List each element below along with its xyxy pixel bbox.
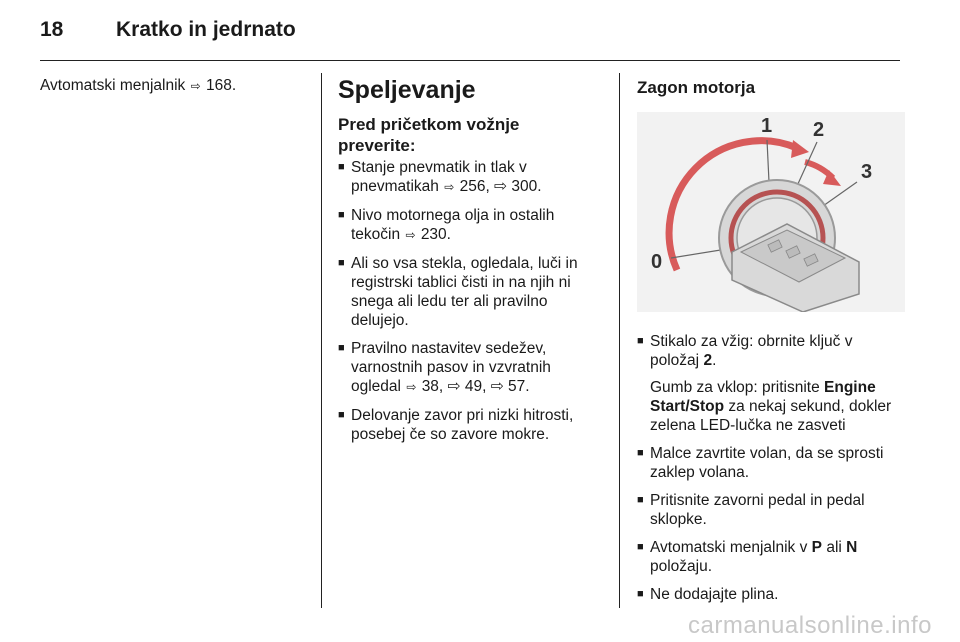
column-1 xyxy=(40,76,310,96)
list-item: ■ Ali so vsa stekla, ogledala, luči in registrski tablici čisti in na njih ni snega ali ledu ter ali pravilno delujejo. xyxy=(338,254,600,330)
page-header xyxy=(40,18,296,42)
watermark: carmanualsonline.info xyxy=(688,612,932,639)
column-2 xyxy=(338,76,600,453)
list-item: ■ Nivo motornega olja in ostalih tekočin ⇨ 230. xyxy=(338,206,600,245)
list-item: ■ Delovanje zavor pri nizki hitrosti, posebej če so zavore mokre. xyxy=(338,406,600,444)
column-divider-2 xyxy=(619,73,620,608)
keyless-start-note: Gumb za vklop: pritisnite Engine Start/Stop za nekaj sekund, dokler zelena LED-lučka ne zasveti xyxy=(650,379,892,434)
subheading-checklist: Pred pričetkom vožnje preverite: xyxy=(338,115,520,155)
section-title-engine-start: Zagon motorja xyxy=(637,78,756,97)
page-title: Kratko in jedrnato xyxy=(116,18,296,41)
list-item: ■ Stanje pnevmatik in tlak v pnevmatikah ⇨ 256, ⇨ 300. xyxy=(338,158,600,197)
column-3 xyxy=(637,76,905,613)
list-item: ■ Pritisnite zavorni pedal in pedal sklopke. xyxy=(637,491,905,529)
list-item: ■ Ne dodajajte plina. xyxy=(637,585,905,604)
page-ref-icon: ⇨ xyxy=(190,79,201,93)
header-rule xyxy=(40,60,900,61)
list-item: ■ Avtomatski menjalnik v P ali N položaju. xyxy=(637,538,905,576)
page-ref-icon: ⇨ xyxy=(405,228,416,242)
page-ref-icon: ⇨ xyxy=(444,180,455,194)
column-divider-1 xyxy=(321,73,322,608)
page-number: 18 xyxy=(40,18,64,41)
ignition-figure xyxy=(637,112,905,312)
position-label-1: 1 xyxy=(761,115,773,137)
ignition-key-illustration xyxy=(637,112,905,312)
engine-start-steps xyxy=(637,332,905,604)
position-label-3: 3 xyxy=(861,161,873,183)
list-item: ■ Pravilno nastavitev sedežev, varnostnih pasov in vzvratnih ogledal ⇨ 38, ⇨ 49, ⇨ 57. xyxy=(338,339,600,397)
section-title-departure: Speljevanje xyxy=(338,76,476,104)
engine-start-stop-label: Engine Start/Stop xyxy=(650,379,876,415)
list-item: ■ Malce zavrtite volan, da se sprosti zaklep volana. xyxy=(637,444,905,482)
page-ref-icon: ⇨ xyxy=(406,380,417,394)
position-label-2: 2 xyxy=(813,119,825,141)
checklist xyxy=(338,158,600,444)
list-item: ■ Stikalo za vžig: obrnite ključ v položaj 2. Gumb za vklop: pritisnite Engine Start/Stop za nekaj sekund, dokler zelena LED-lučka ne zasveti xyxy=(637,332,905,435)
transmission-ref: Avtomatski menjalnik ⇨ 168. xyxy=(40,77,237,94)
position-label-0: 0 xyxy=(651,251,663,273)
